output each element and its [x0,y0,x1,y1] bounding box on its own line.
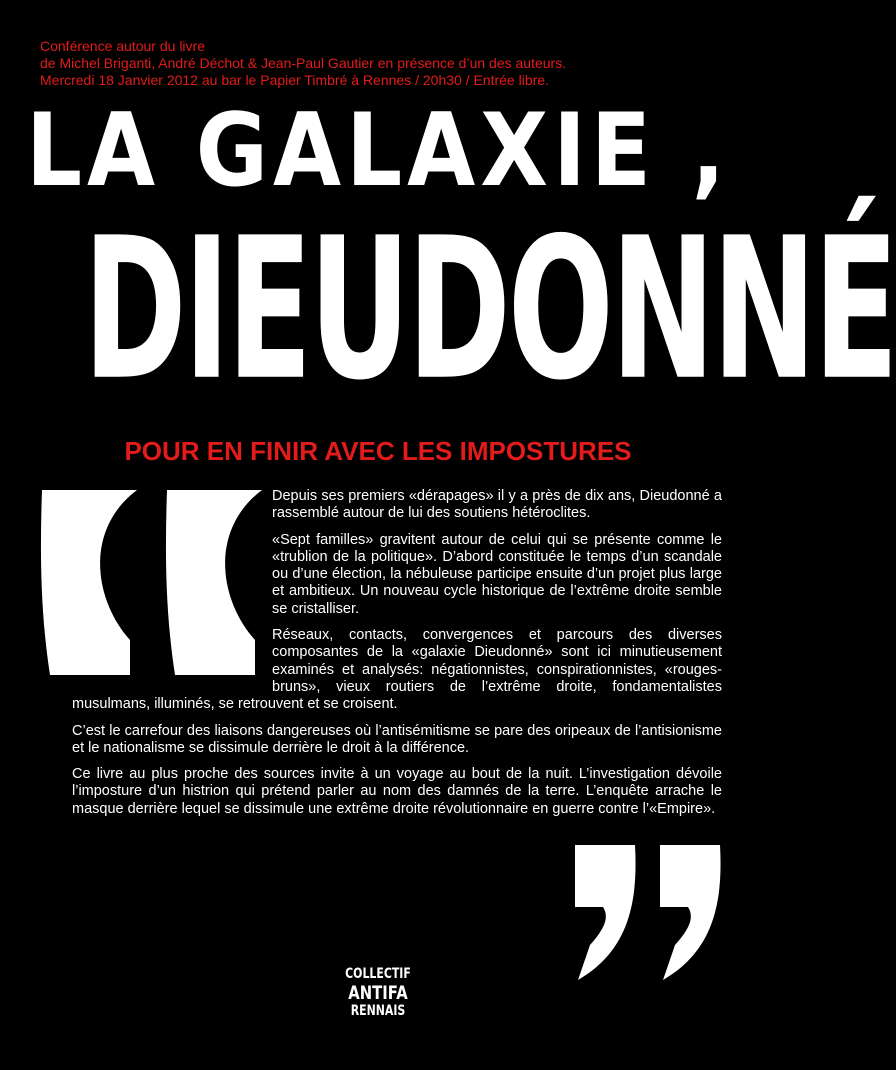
title-line-2: DIEUDONNÉ [83,194,896,424]
header-line-2: de Michel Briganti, André Déchot & Jean-Paul Gautier en présence d’un des auteurs. [40,55,567,71]
header-line-3: Mercredi 18 Janvier 2012 au bar le Papier Timbré à Rennes / 20h30 / Entrée libre. [40,72,549,88]
header-line-1: Conférence autour du livre [40,38,205,54]
logo-line-3: RENNAIS [350,1003,406,1019]
paragraph-4: C’est le carrefour des liaisons dangereuses où l’antisémitisme se pare des oripeaux de l’antisionisme et le nationalisme se dissimule derrière le droit à la différence. [72,722,722,756]
logo-line-2: ANTIFA [348,982,408,1004]
paragraph-3: Réseaux, contacts, convergences et parcours des diverses composantes de la «galaxie Dieudonné» sont ici minutieusement examinés et analysés: négationnistes, conspirationnistes, «rouges-bruns», vieux routiers de l’extrême droite, fondamentalistes musulmans, illuminés, se retrouvent et se croisent. [72,627,722,713]
collective-logo [0,966,756,1020]
paragraph-5: Ce livre au plus proche des sources invite à un voyage au bout de la nuit. L’investigation dévoile l’imposture d’un histrion qui prétend parler au nom des damnés de la terre. L’enquête arrache le masque derrière lequel se dissimule une extrême droite révolutionnaire en guerre contre l’«Empire». [72,766,722,817]
paragraph-2: «Sept familles» gravitent autour de celui qui se présente comme le «trublion de la politique». D’abord constituée le temps d’un scandale ou d’une élection, la nébuleuse participe ensuite d’un projet plus large et ambitieux. Un nouveau cycle historique de l’extrême droite semble se cristalliser. [272,531,722,617]
logo-line-1: COLLECTIF [345,966,411,982]
paragraph-1: Depuis ses premiers «dérapages» il y a près de dix ans, Dieudonné a rassemblé autour de lui des soutiens hétéroclites. [272,488,722,522]
title-line-1: LA GALAXIE , [25,90,731,210]
subtitle: POUR EN FINIR AVEC LES IMPOSTURES [124,436,632,466]
event-header [40,38,566,89]
book-description [72,488,722,978]
